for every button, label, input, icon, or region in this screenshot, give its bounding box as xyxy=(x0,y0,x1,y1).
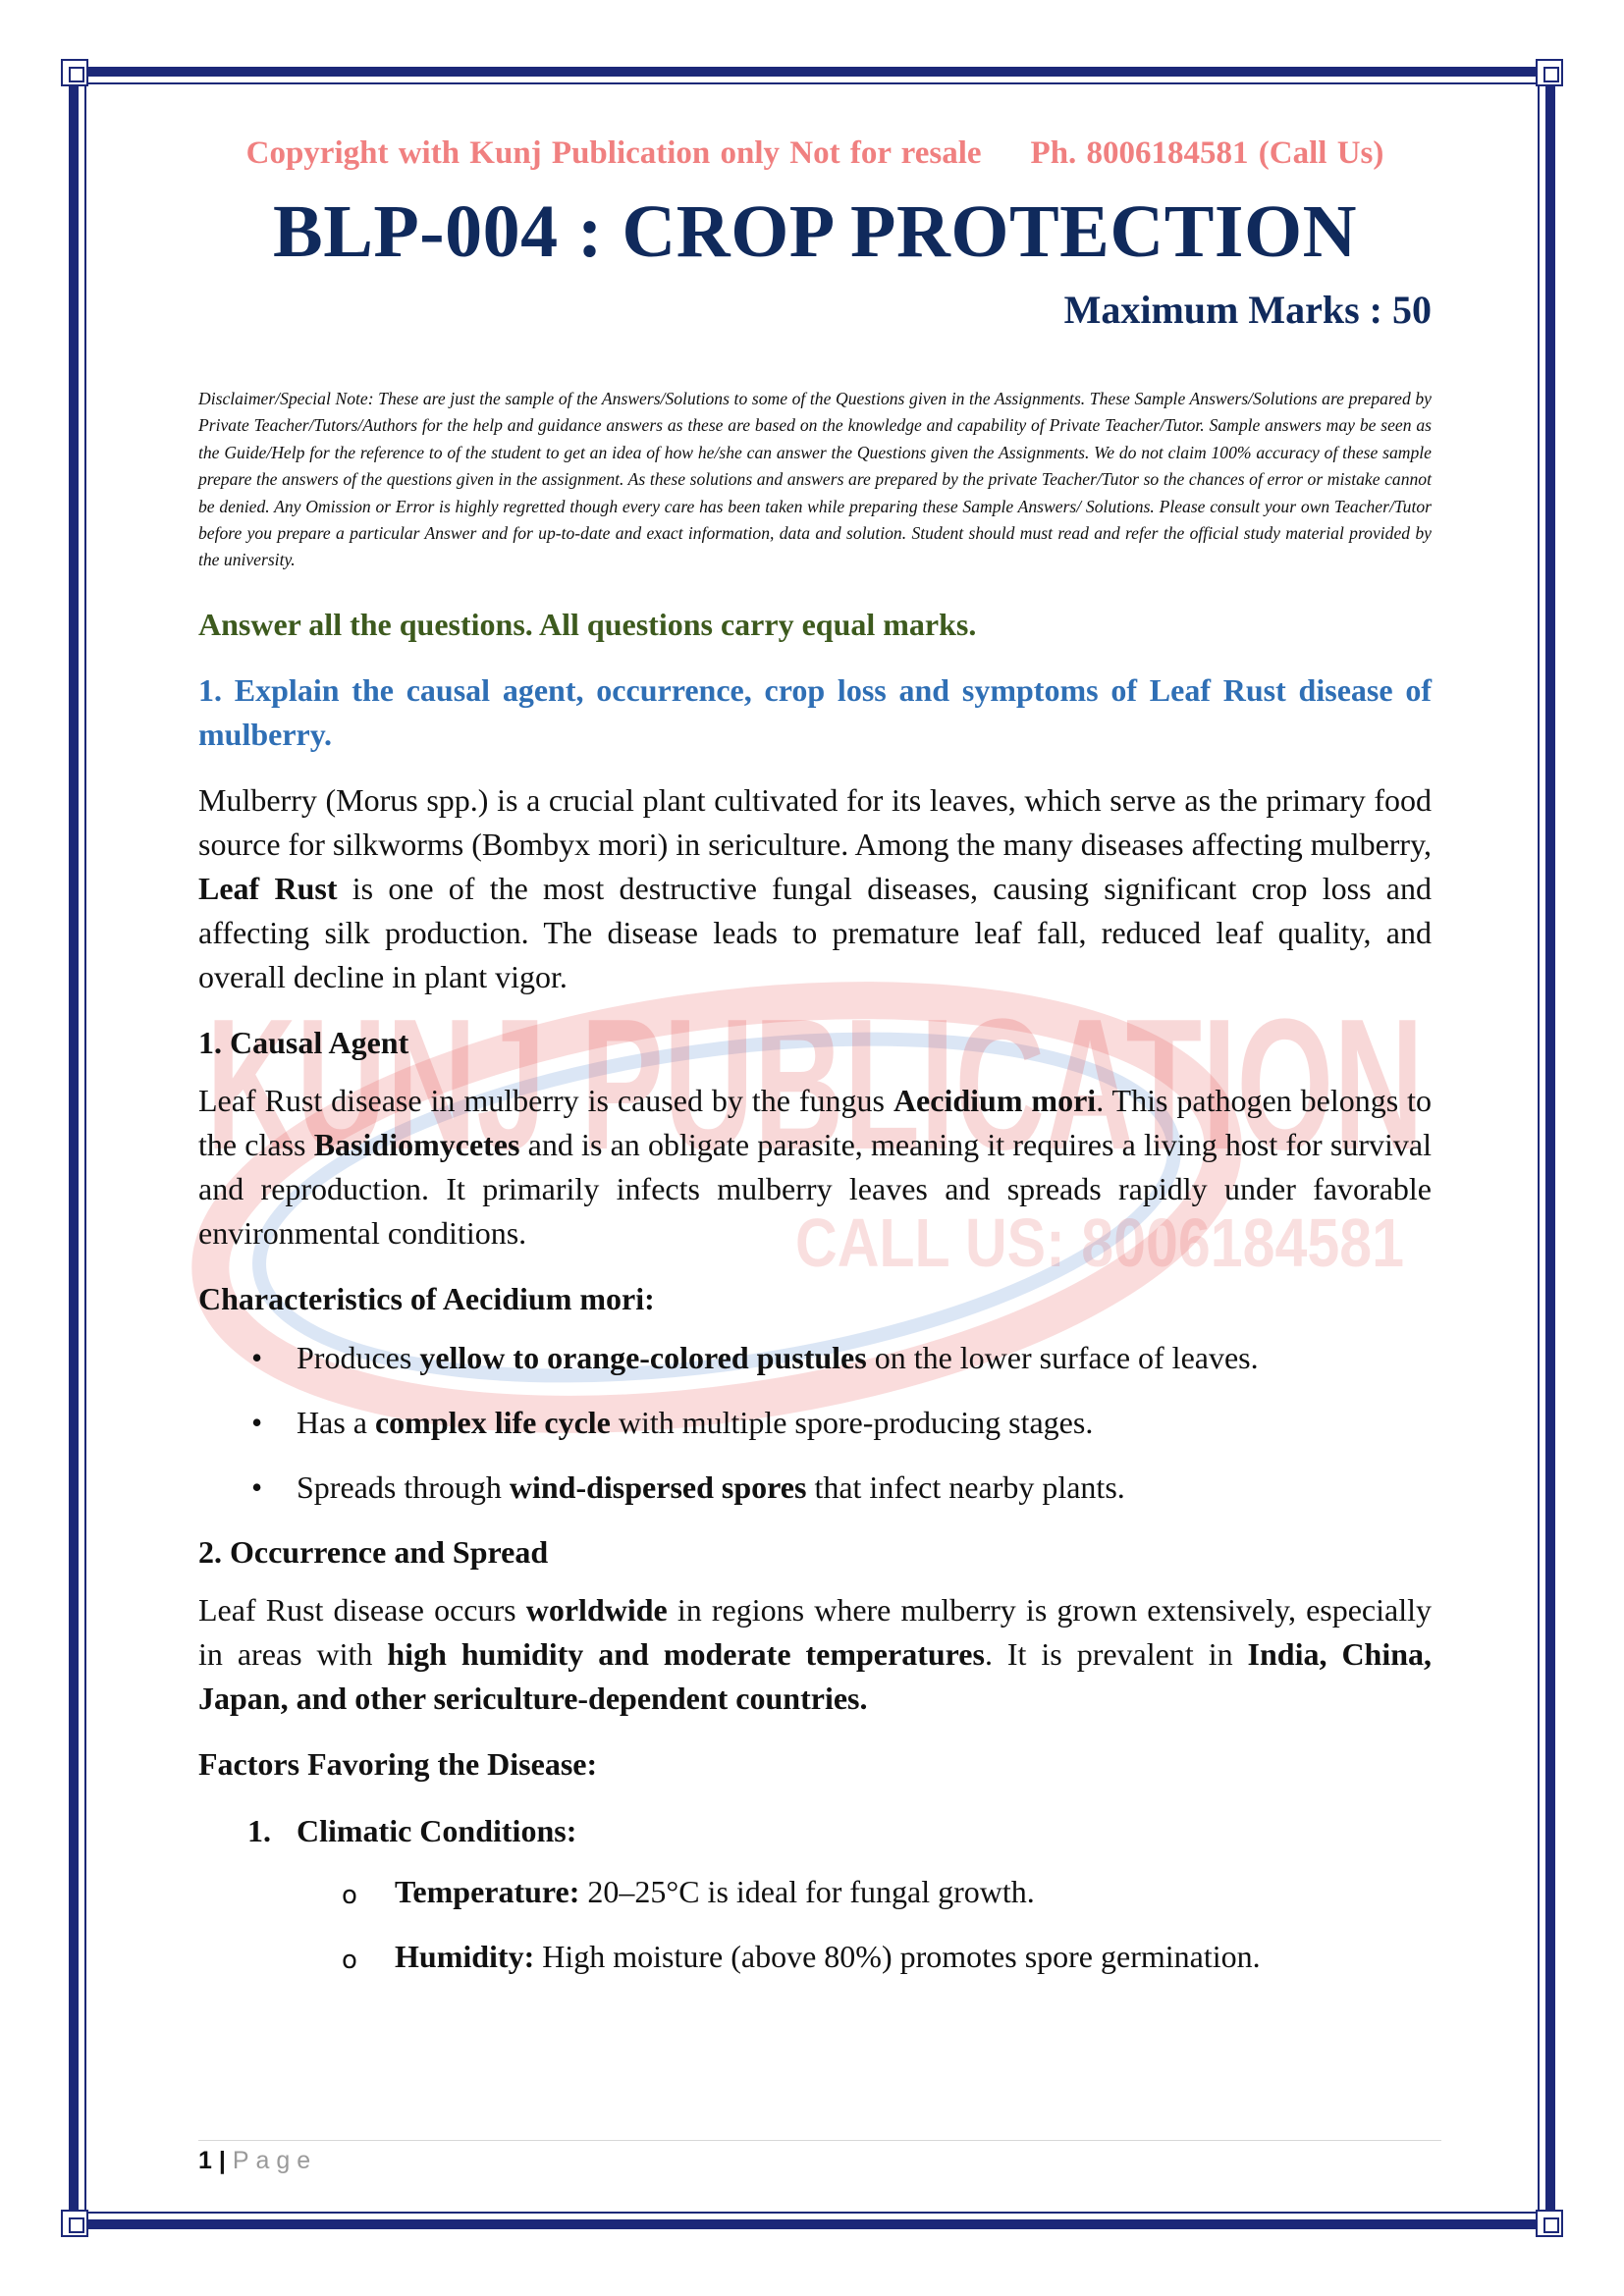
list-item: • Spreads through wind-dispersed spores that infect nearby plants. xyxy=(251,1468,1125,1505)
item-number: 1. xyxy=(247,1812,271,1848)
occurrence-heading: 2. Occurrence and Spread xyxy=(198,1533,549,1570)
instruction-line: Answer all the questions. All questions carry equal marks. xyxy=(198,606,977,642)
footer-separator: | xyxy=(218,2147,226,2174)
watermark-title: KUNJ PUBLICATION xyxy=(206,981,1424,1189)
watermark-phone: CALL US: 8006184581 xyxy=(795,1204,1404,1281)
list-item: o Temperature: 20–25°C is ideal for fungal growth. xyxy=(342,1873,1035,1910)
page-number: 1 xyxy=(198,2147,212,2174)
border-corner-ornament xyxy=(61,59,88,86)
phone-text: Ph. 8006184581 (Call Us) xyxy=(1030,135,1384,171)
item-label: Climatic Conditions: xyxy=(297,1812,577,1848)
intro-paragraph: Mulberry (Morus spp.) is a crucial plant cultivated for its leaves, which serve as the primary food source for silkworms (Bombyx mori) in sericulture. Among the many diseases affecting mulberry, Leaf Rust is one of the most destructive fungal diseases, causing significant crop loss and affecting silk production. The disease leads to premature leaf fall, reduced leaf quality, and overall decline in plant vigor. xyxy=(198,781,1433,994)
border-corner-ornament xyxy=(1536,2210,1563,2237)
causal-agent-heading: 1. Causal Agent xyxy=(198,1024,409,1060)
list-item: • Has a complex life cycle with multiple spore-producing stages. xyxy=(251,1404,1094,1440)
document-title: BLP-004 : CROP PROTECTION xyxy=(273,190,1357,273)
characteristics-list xyxy=(198,1337,1432,1508)
list-item: o Humidity: High moisture (above 80%) promotes spore germination. xyxy=(342,1938,1261,1975)
disclaimer-note: Disclaimer/Special Note: These are just the sample of the Answers/Solutions to some of the Questions given in the Assignments. These Sample Answers/Solutions are prepared by Private Teacher/Tutors/Authors for the help and guidance answers as these are based on the knowledge and capability of Private Teacher/Tutor. Sample answers may be seen as the Guide/Help for the reference to of the student to get an idea of how he/she can answer the Questions given the Assignments. We do not claim 100% accuracy of these sample prepare the answers of the questions given in the assignment. As these solutions and answers are prepared by the private Teacher/Tutor so the chances of error or mistake cannot be denied. Any Omission or Error is highly regretted though every care has been taken while preparing these Sample Answers/ Solutions. Please consult your own Teacher/Tutor before you prepare a particular Answer and for up-to-date and exact information, data and solution. Student should must read and refer the official study material provided by the university. xyxy=(198,389,1432,570)
border-corner-ornament xyxy=(1536,59,1563,86)
copyright-text: Copyright with Kunj Publication only Not for resale xyxy=(245,135,982,171)
numbered-item-climatic xyxy=(198,1810,1432,1851)
copyright-header xyxy=(198,135,1432,172)
footer-divider xyxy=(198,2140,1441,2141)
characteristics-heading: Characteristics of Aecidium mori: xyxy=(198,1280,655,1316)
border-corner-ornament xyxy=(61,2210,88,2237)
list-item: • Produces yellow to orange-colored pustules on the lower surface of leaves. xyxy=(251,1339,1259,1375)
page-footer xyxy=(198,2147,317,2175)
page-content xyxy=(198,128,1432,2001)
page-label: Page xyxy=(232,2147,318,2174)
factors-heading: Factors Favoring the Disease: xyxy=(198,1745,598,1782)
occurrence-paragraph: Leaf Rust disease occurs worldwide in regions where mulberry is grown extensively, especially in areas with high humidity and moderate temperatures. It is prevalent in India, China, Japan, and other sericulture-dependent countries. xyxy=(198,1591,1433,1716)
causal-agent-paragraph: Leaf Rust disease in mulberry is caused by the fungus Aecidium mori. This pathogen belongs to the class Basidiomycetes and is an obligate parasite, meaning it requires a living host for survival and reproduction. It primarily infects mulberry leaves and spreads rapidly under favorable environmental conditions. xyxy=(198,1082,1433,1251)
question-1: 1. Explain the causal agent, occurrence, crop loss and symptoms of Leaf Rust disease of mulberry. xyxy=(198,671,1432,752)
climatic-sub-list xyxy=(198,1871,1432,1977)
maximum-marks: Maximum Marks : 50 xyxy=(1063,288,1432,332)
